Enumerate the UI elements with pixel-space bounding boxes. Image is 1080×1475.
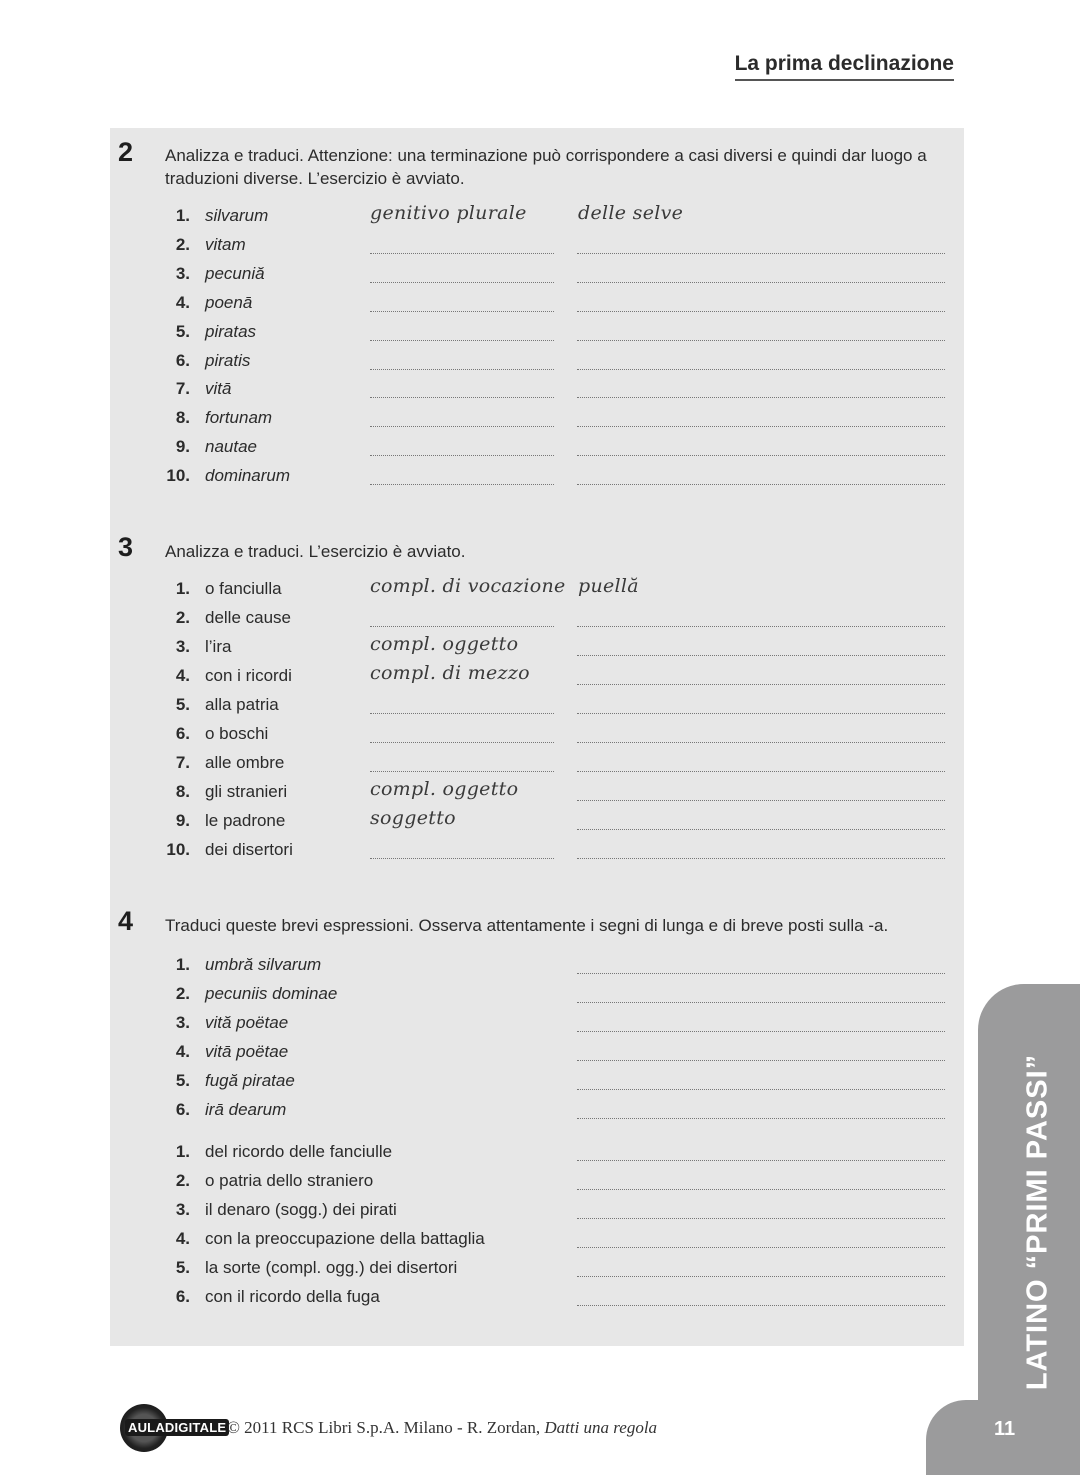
italian-expression: con la preoccupazione della battaglia bbox=[205, 1229, 485, 1248]
answer-line-translation[interactable] bbox=[577, 484, 945, 485]
answer-line-translation[interactable] bbox=[577, 1060, 945, 1061]
list-item bbox=[0, 807, 1080, 836]
answer-line-translation[interactable] bbox=[577, 311, 945, 312]
handwritten-analysis: compl. di vocazione bbox=[370, 575, 566, 597]
answer-line-translation[interactable] bbox=[577, 369, 945, 370]
latin-word: fortunam bbox=[205, 408, 273, 427]
item-number: 4. bbox=[175, 1042, 190, 1061]
answer-line-translation[interactable] bbox=[577, 742, 945, 743]
list-item bbox=[0, 1225, 1080, 1254]
list-item bbox=[0, 347, 1080, 376]
answer-line-translation[interactable] bbox=[577, 1247, 945, 1248]
latin-word: piratis bbox=[205, 351, 251, 370]
latin-expression: umbră silvarum bbox=[205, 955, 322, 974]
item-number: 9. bbox=[175, 437, 190, 456]
italian-word: o fanciulla bbox=[205, 579, 282, 598]
answer-line-translation[interactable] bbox=[577, 1189, 945, 1190]
answer-line-translation[interactable] bbox=[577, 282, 945, 283]
item-number: 1. bbox=[175, 955, 190, 974]
list-item bbox=[0, 318, 1080, 347]
answer-line-translation[interactable] bbox=[577, 1218, 945, 1219]
italian-word: con i ricordi bbox=[205, 666, 292, 685]
list-item bbox=[0, 749, 1080, 778]
answer-line-translation[interactable] bbox=[577, 655, 945, 656]
item-number: 5. bbox=[175, 1071, 190, 1090]
latin-expression: vită poëtae bbox=[205, 1013, 289, 1032]
item-number: 1. bbox=[175, 206, 190, 225]
item-number: 3. bbox=[175, 1013, 190, 1032]
latin-expression: fugă piratae bbox=[205, 1071, 295, 1090]
italian-expression: la sorte (compl. ogg.) dei disertori bbox=[205, 1258, 458, 1277]
list-item bbox=[0, 951, 1080, 980]
italian-word: gli stranieri bbox=[205, 782, 288, 801]
answer-line-analysis[interactable] bbox=[370, 858, 554, 859]
item-number: 5. bbox=[175, 695, 190, 714]
item-number: 10. bbox=[166, 840, 190, 859]
answer-line-analysis[interactable] bbox=[370, 484, 554, 485]
list-item bbox=[0, 1009, 1080, 1038]
answer-line-translation[interactable] bbox=[577, 455, 945, 456]
list-item bbox=[0, 1096, 1080, 1125]
list-item bbox=[0, 633, 1080, 662]
list-item bbox=[0, 1254, 1080, 1283]
answer-line-translation[interactable] bbox=[577, 1305, 945, 1306]
answer-line-translation[interactable] bbox=[577, 1002, 945, 1003]
answer-line-analysis[interactable] bbox=[370, 626, 554, 627]
italian-word: o boschi bbox=[205, 724, 269, 743]
handwritten-analysis: compl. di mezzo bbox=[370, 662, 530, 684]
item-number: 2. bbox=[175, 984, 190, 1003]
copyright-text: © 2011 RCS Libri S.p.A. Milano - R. Zordan, bbox=[227, 1418, 545, 1437]
item-number: 7. bbox=[175, 753, 190, 772]
answer-line-translation[interactable] bbox=[577, 340, 945, 341]
latin-word: piratas bbox=[205, 322, 257, 341]
item-number: 9. bbox=[175, 811, 190, 830]
latin-word: dominarum bbox=[205, 466, 291, 485]
list-item bbox=[0, 1067, 1080, 1096]
item-number: 1. bbox=[175, 579, 190, 598]
answer-line-analysis[interactable] bbox=[370, 253, 554, 254]
handwritten-translation: puellă bbox=[578, 575, 639, 597]
list-item bbox=[0, 289, 1080, 318]
answer-line-translation[interactable] bbox=[577, 973, 945, 974]
answer-line-translation[interactable] bbox=[577, 253, 945, 254]
list-item bbox=[0, 980, 1080, 1009]
exercise-4-instruction: Traduci queste brevi espressioni. Osserva attentamente i segni di lunga e di breve posti sulla -a. bbox=[165, 916, 889, 935]
answer-line-analysis[interactable] bbox=[370, 771, 554, 772]
item-number: 5. bbox=[175, 322, 190, 341]
latin-expression: vitā poëtae bbox=[205, 1042, 289, 1061]
exercise-2-instruction: Analizza e traduci. Attenzione: una terminazione può corrispondere a casi diversi e quindi dar luogo a traduzioni diverse. L’esercizio è avviato. bbox=[165, 146, 927, 188]
list-item bbox=[0, 404, 1080, 433]
italian-word: dei disertori bbox=[205, 840, 293, 859]
item-number: 6. bbox=[175, 1100, 190, 1119]
item-number: 8. bbox=[175, 408, 190, 427]
answer-line-analysis[interactable] bbox=[370, 426, 554, 427]
answer-line-analysis[interactable] bbox=[370, 340, 554, 341]
item-number: 1. bbox=[175, 1142, 190, 1161]
answer-line-analysis[interactable] bbox=[370, 282, 554, 283]
answer-line-analysis[interactable] bbox=[370, 397, 554, 398]
answer-line-analysis[interactable] bbox=[370, 713, 554, 714]
list-item bbox=[0, 720, 1080, 749]
italian-word: delle cause bbox=[205, 608, 292, 627]
italian-word: alle ombre bbox=[205, 753, 285, 772]
item-number: 3. bbox=[175, 264, 190, 283]
list-item bbox=[0, 778, 1080, 807]
handwritten-analysis: compl. oggetto bbox=[370, 778, 519, 800]
handwritten-analysis: soggetto bbox=[370, 807, 456, 829]
answer-line-translation[interactable] bbox=[577, 1160, 945, 1161]
latin-word: nautae bbox=[205, 437, 257, 456]
latin-word: pecuniă bbox=[205, 264, 265, 283]
answer-line-translation[interactable] bbox=[577, 426, 945, 427]
answer-line-translation[interactable] bbox=[577, 858, 945, 859]
list-item bbox=[0, 260, 1080, 289]
list-item bbox=[0, 691, 1080, 720]
answer-line-translation[interactable] bbox=[577, 1031, 945, 1032]
latin-expression: pecuniis dominae bbox=[205, 984, 338, 1003]
answer-line-analysis[interactable] bbox=[370, 311, 554, 312]
italian-word: le padrone bbox=[205, 811, 286, 830]
list-item bbox=[0, 662, 1080, 691]
answer-line-analysis[interactable] bbox=[370, 455, 554, 456]
answer-line-translation[interactable] bbox=[577, 771, 945, 772]
italian-expression: o patria dello straniero bbox=[205, 1171, 374, 1190]
italian-word: alla patria bbox=[205, 695, 279, 714]
answer-line-translation[interactable] bbox=[577, 1276, 945, 1277]
handwritten-analysis: genitivo plurale bbox=[370, 202, 527, 224]
item-number: 3. bbox=[175, 637, 190, 656]
answer-line-translation[interactable] bbox=[577, 397, 945, 398]
answer-line-translation[interactable] bbox=[577, 684, 945, 685]
answer-line-translation[interactable] bbox=[577, 713, 945, 714]
item-number: 2. bbox=[175, 608, 190, 627]
italian-word: l’ira bbox=[205, 637, 232, 656]
item-number: 4. bbox=[175, 666, 190, 685]
list-item bbox=[0, 231, 1080, 260]
item-number: 7. bbox=[175, 379, 190, 398]
item-number: 5. bbox=[175, 1258, 190, 1277]
latin-word: vitā bbox=[205, 379, 232, 398]
list-item bbox=[0, 375, 1080, 404]
item-number: 6. bbox=[175, 351, 190, 370]
footer-copyright bbox=[227, 1418, 657, 1438]
answer-line-translation[interactable] bbox=[577, 1089, 945, 1090]
answer-line-analysis[interactable] bbox=[370, 369, 554, 370]
book-title: Datti una regola bbox=[544, 1418, 658, 1437]
list-item bbox=[0, 1283, 1080, 1312]
page-title: La prima declinazione bbox=[735, 52, 954, 81]
answer-line-translation[interactable] bbox=[577, 829, 945, 830]
latin-expression: irā dearum bbox=[205, 1100, 287, 1119]
answer-line-translation[interactable] bbox=[577, 626, 945, 627]
item-number: 3. bbox=[175, 1200, 190, 1219]
item-number: 2. bbox=[175, 1171, 190, 1190]
item-number: 4. bbox=[175, 1229, 190, 1248]
italian-expression: del ricordo delle fanciulle bbox=[205, 1142, 393, 1161]
answer-line-translation[interactable] bbox=[577, 800, 945, 801]
list-item bbox=[0, 1138, 1080, 1167]
item-number: 6. bbox=[175, 1287, 190, 1306]
list-item bbox=[0, 836, 1080, 865]
logo-text: AULADIGITALE bbox=[125, 1419, 229, 1436]
italian-expression: con il ricordo della fuga bbox=[205, 1287, 380, 1306]
list-item bbox=[0, 462, 1080, 491]
list-item bbox=[0, 202, 1080, 231]
list-item bbox=[0, 604, 1080, 633]
latin-word: silvarum bbox=[205, 206, 269, 225]
item-number: 10. bbox=[166, 466, 190, 485]
list-item bbox=[0, 1196, 1080, 1225]
exercise-4-number: 4 bbox=[118, 906, 134, 936]
exercise-3-instruction: Analizza e traduci. L’esercizio è avviato. bbox=[165, 542, 466, 561]
handwritten-translation: delle selve bbox=[578, 202, 684, 224]
latin-word: vitam bbox=[205, 235, 246, 254]
handwritten-analysis: compl. oggetto bbox=[370, 633, 519, 655]
list-item bbox=[0, 1038, 1080, 1067]
item-number: 2. bbox=[175, 235, 190, 254]
item-number: 6. bbox=[175, 724, 190, 743]
item-number: 8. bbox=[175, 782, 190, 801]
answer-line-analysis[interactable] bbox=[370, 742, 554, 743]
page-number: 11 bbox=[994, 1418, 1016, 1440]
exercise-3-number: 3 bbox=[118, 532, 134, 562]
item-number: 4. bbox=[175, 293, 190, 312]
italian-expression: il denaro (sogg.) dei pirati bbox=[205, 1200, 397, 1219]
list-item bbox=[0, 575, 1080, 604]
list-item bbox=[0, 433, 1080, 462]
answer-line-translation[interactable] bbox=[577, 1118, 945, 1119]
latin-word: poenā bbox=[205, 293, 253, 312]
side-tab-label: LATINO “PRIMI PASSI” bbox=[1021, 1053, 1054, 1391]
list-item bbox=[0, 1167, 1080, 1196]
exercise-2-number: 2 bbox=[118, 137, 134, 167]
